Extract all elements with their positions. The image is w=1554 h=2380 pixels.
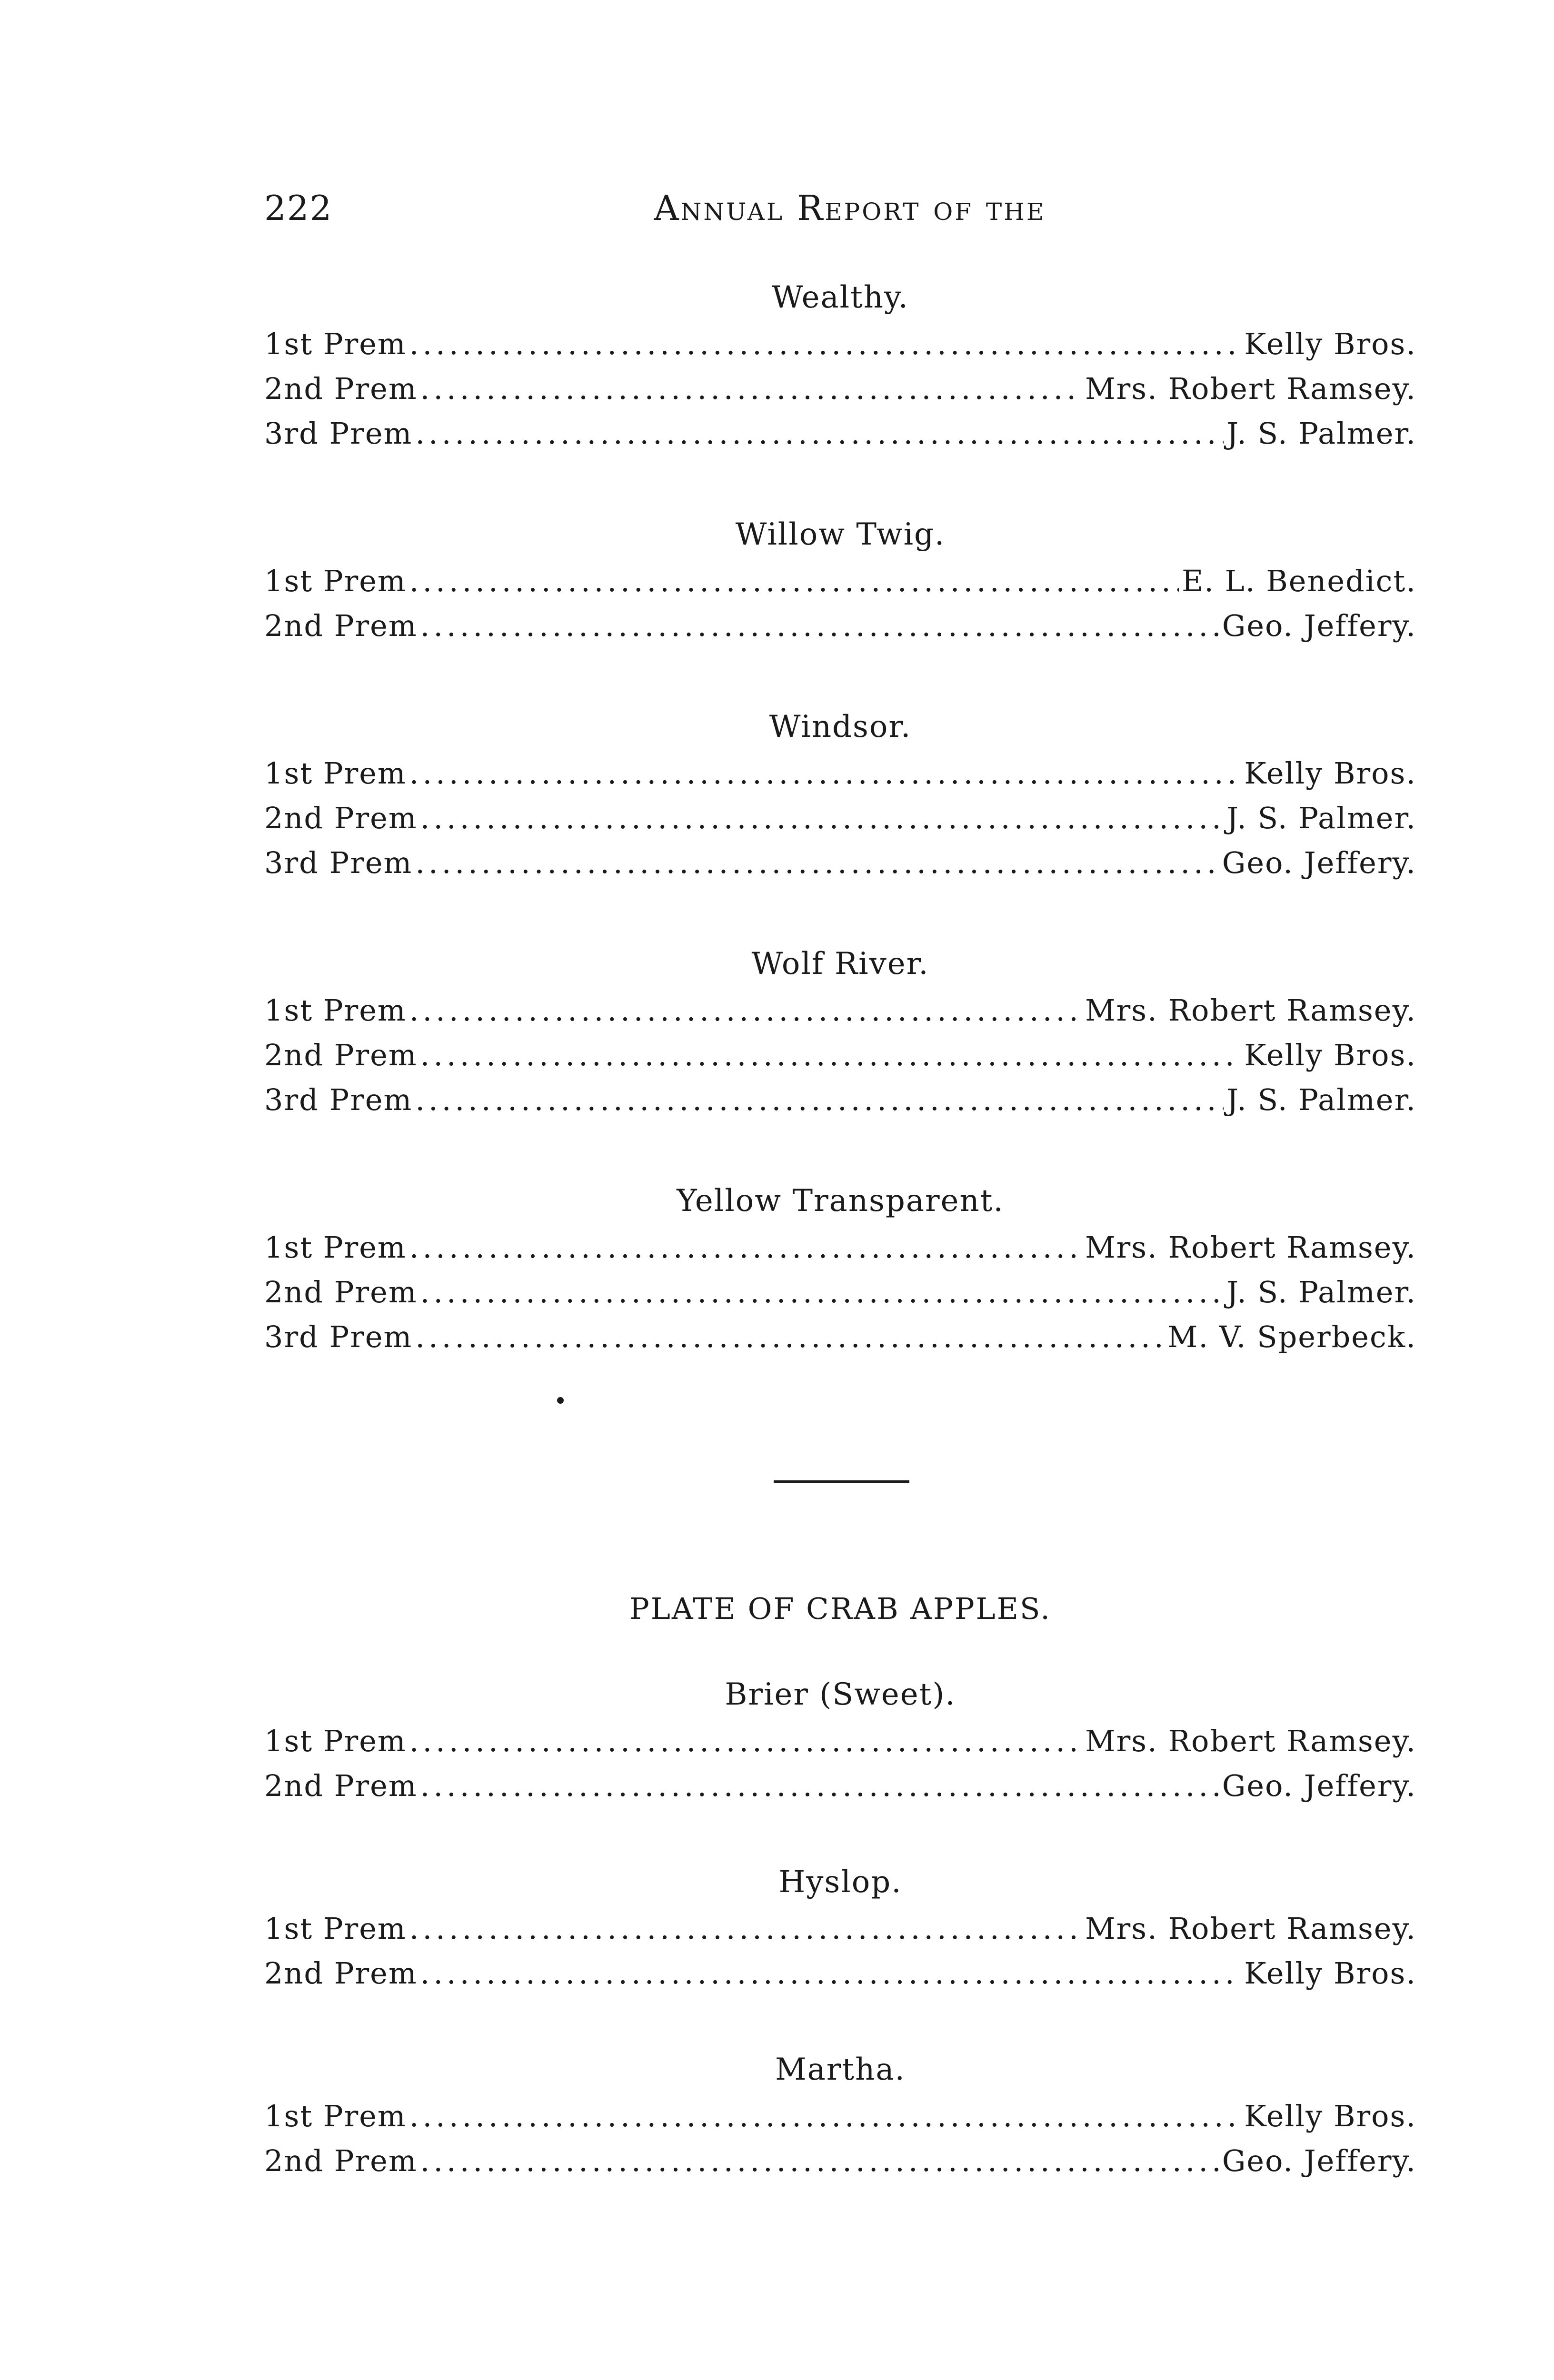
variety-title: Hyslop. xyxy=(778,1864,902,1900)
section-heading: PLATE OF CRAB APPLES. xyxy=(629,1591,1051,1626)
dot-leader xyxy=(420,604,1219,648)
premium-winner: Mrs. Robert Ramsey. xyxy=(1085,1911,1416,1946)
premium-winner: J. S. Palmer. xyxy=(1226,1082,1416,1117)
variety-title: Yellow Transparent. xyxy=(677,1183,1004,1219)
premium-place: 1st Prem xyxy=(264,327,407,361)
variety-title: Willow Twig. xyxy=(735,517,946,552)
variety-section xyxy=(264,276,1416,456)
premium-row xyxy=(264,1719,1416,1764)
variety-title: Wealthy. xyxy=(772,280,909,315)
premium-row xyxy=(264,322,1416,367)
dot-leader xyxy=(415,1315,1165,1359)
dot-leader xyxy=(409,751,1241,796)
premium-place: 2nd Prem xyxy=(264,1956,418,1991)
premium-winner: Kelly Bros. xyxy=(1244,1956,1416,1991)
premium-row xyxy=(264,1033,1416,1078)
running-title: Annual Report of the xyxy=(654,188,1046,228)
section-divider-rule xyxy=(774,1480,909,1483)
premium-row xyxy=(264,796,1416,841)
dot-leader xyxy=(409,2094,1241,2139)
dot-leader xyxy=(420,1033,1242,1078)
premium-winner: E. L. Benedict. xyxy=(1181,564,1416,598)
variety-section xyxy=(264,1673,1416,1808)
premium-place: 2nd Prem xyxy=(264,1275,418,1309)
variety-section xyxy=(264,942,1416,1122)
premium-place: 2nd Prem xyxy=(264,1768,418,1803)
ink-speck xyxy=(557,1397,564,1404)
premium-winner: M. V. Sperbeck. xyxy=(1167,1319,1416,1354)
page-number: 222 xyxy=(264,188,333,228)
premium-place: 1st Prem xyxy=(264,756,407,791)
premium-winner: Geo. Jeffery. xyxy=(1222,845,1416,880)
premium-row xyxy=(264,1078,1416,1122)
premium-row xyxy=(264,1315,1416,1359)
running-head xyxy=(264,188,1416,240)
premium-winner: J. S. Palmer. xyxy=(1226,1275,1416,1309)
premium-place: 1st Prem xyxy=(264,2099,407,2133)
premium-place: 1st Prem xyxy=(264,1911,407,1946)
premium-place: 2nd Prem xyxy=(264,371,418,406)
variety-title: Wolf River. xyxy=(751,946,929,982)
variety-title: Martha. xyxy=(775,2052,906,2087)
premium-place: 1st Prem xyxy=(264,1724,407,1758)
premium-row xyxy=(264,1906,1416,1951)
premium-winner: Mrs. Robert Ramsey. xyxy=(1085,1230,1416,1265)
premium-winner: Geo. Jeffery. xyxy=(1222,608,1416,643)
premium-winner: Mrs. Robert Ramsey. xyxy=(1085,1724,1416,1758)
premium-row xyxy=(264,367,1416,411)
crab-apple-premium-list xyxy=(264,1585,1416,2236)
dot-leader xyxy=(409,988,1082,1033)
dot-leader xyxy=(409,559,1179,604)
apple-premium-list xyxy=(264,276,1416,1417)
variety-section xyxy=(264,705,1416,885)
premium-place: 3rd Prem xyxy=(264,1082,413,1117)
dot-leader xyxy=(409,1719,1082,1764)
dot-leader xyxy=(415,1078,1224,1122)
premium-row xyxy=(264,1270,1416,1315)
variety-section xyxy=(264,2048,1416,2183)
premium-row xyxy=(264,1951,1416,1996)
premium-winner: Kelly Bros. xyxy=(1244,2099,1416,2133)
dot-leader xyxy=(409,1225,1082,1270)
premium-place: 2nd Prem xyxy=(264,1038,418,1072)
premium-row xyxy=(264,604,1416,648)
premium-row xyxy=(264,559,1416,604)
dot-leader xyxy=(415,411,1224,456)
variety-section xyxy=(264,1861,1416,1996)
premium-winner: Kelly Bros. xyxy=(1244,327,1416,361)
premium-place: 2nd Prem xyxy=(264,801,418,835)
dot-leader xyxy=(415,841,1219,885)
premium-place: 2nd Prem xyxy=(264,608,418,643)
dot-leader xyxy=(409,322,1241,367)
premium-place: 3rd Prem xyxy=(264,845,413,880)
premium-row xyxy=(264,411,1416,456)
premium-winner: J. S. Palmer. xyxy=(1226,801,1416,835)
premium-winner: Geo. Jeffery. xyxy=(1222,2143,1416,2178)
premium-winner: J. S. Palmer. xyxy=(1226,416,1416,451)
premium-row xyxy=(264,2139,1416,2183)
dot-leader xyxy=(420,1951,1242,1996)
premium-row xyxy=(264,1225,1416,1270)
variety-section xyxy=(264,1180,1416,1359)
premium-place: 1st Prem xyxy=(264,993,407,1028)
dot-leader xyxy=(420,1270,1224,1315)
dot-leader xyxy=(420,796,1224,841)
variety-title: Brier (Sweet). xyxy=(725,1677,956,1712)
premium-row xyxy=(264,2094,1416,2139)
premium-row xyxy=(264,751,1416,796)
premium-row xyxy=(264,988,1416,1033)
dot-leader xyxy=(420,2139,1219,2183)
premium-row xyxy=(264,841,1416,885)
premium-place: 2nd Prem xyxy=(264,2143,418,2178)
variety-title: Windsor. xyxy=(769,709,912,744)
premium-winner: Kelly Bros. xyxy=(1244,1038,1416,1072)
premium-winner: Mrs. Robert Ramsey. xyxy=(1085,371,1416,406)
premium-place: 3rd Prem xyxy=(264,416,413,451)
premium-place: 3rd Prem xyxy=(264,1319,413,1354)
dot-leader xyxy=(420,1764,1219,1808)
dot-leader xyxy=(409,1906,1082,1951)
premium-winner: Mrs. Robert Ramsey. xyxy=(1085,993,1416,1028)
dot-leader xyxy=(420,367,1083,411)
premium-winner: Kelly Bros. xyxy=(1244,756,1416,791)
variety-section xyxy=(264,513,1416,648)
premium-place: 1st Prem xyxy=(264,1230,407,1265)
premium-row xyxy=(264,1764,1416,1808)
premium-place: 1st Prem xyxy=(264,564,407,598)
premium-winner: Geo. Jeffery. xyxy=(1222,1768,1416,1803)
